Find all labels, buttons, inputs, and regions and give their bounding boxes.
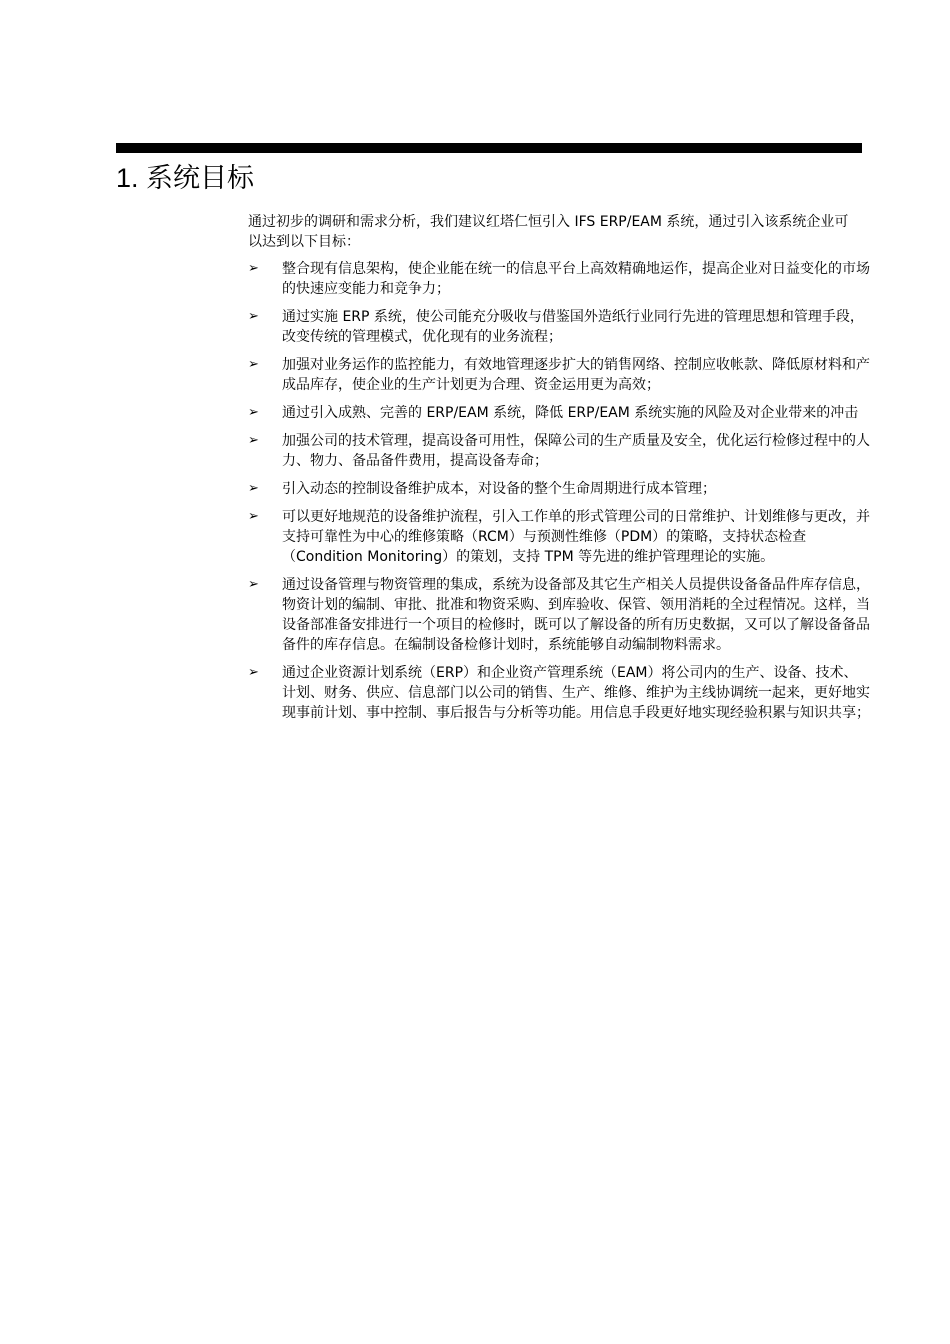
section-number: 1. [116,163,139,193]
goal-text: 可以更好地规范的设备维护流程，引入工作单的形式管理公司的日常维护、计划维修与更改，并支持可靠性为中心的维修策略（RCM）与预测性维修（PDM）的策略，支持状态检查（Condition Monitoring）的策划，支持 TPM 等先进的维护管理理论的实施。 [282,509,870,565]
goal-text: 通过设备管理与物资管理的集成，系统为设备部及其它生产相关人员提供设备备品件库存信息，物资计划的编制、审批、批准和物资采购、到库验收、保管、领用消耗的全过程情况。这样，当设备部准备安排进行一个项目的检修时，既可以了解设备的所有历史数据，又可以了解设备备品备件的库存信息。在编制设备检修计划时，系统能够自动编制物料需求。 [282,577,870,653]
goal-text: 通过实施 ERP 系统，使公司能充分吸收与借鉴国外造纸行业同行先进的管理思想和管理手段，改变传统的管理模式，优化现有的业务流程； [282,309,864,345]
list-item [248,507,870,567]
section-title: 系统目标 [146,163,255,193]
list-item [248,403,870,423]
goal-text: 加强公司的技术管理，提高设备可用性，保障公司的生产质量及安全，优化运行检修过程中的人力、物力、备品备件费用，提高设备寿命； [282,433,870,469]
goal-text: 整合现有信息架构，使企业能在统一的信息平台上高效精确地运作，提高企业对日益变化的市场的快速应变能力和竞争力； [282,261,870,297]
list-item [248,259,870,299]
arrow-bullet-icon: ➢ [248,433,259,448]
list-item [248,575,870,655]
goal-text: 通过企业资源计划系统（ERP）和企业资产管理系统（EAM）将公司内的生产、设备、技术、计划、财务、供应、信息部门以公司的销售、生产、维修、维护为主线协调统一起来，更好地实现事前计划、事中控制、事后报告与分析等功能。用信息手段更好地实现经验积累与知识共享； [282,665,870,721]
list-item [248,307,870,347]
goal-text: 通过引入成熟、完善的 ERP/EAM 系统，降低 ERP/EAM 系统实施的风险及对企业带来的冲击 [282,405,859,421]
arrow-bullet-icon: ➢ [248,577,259,592]
arrow-bullet-icon: ➢ [248,309,259,324]
goals-list [248,259,870,723]
goal-text: 引入动态的控制设备维护成本，对设备的整个生命周期进行成本管理； [282,481,716,497]
arrow-bullet-icon: ➢ [248,665,259,680]
section-body [248,212,870,731]
intro-paragraph: 通过初步的调研和需求分析，我们建议红塔仁恒引入 IFS ERP/EAM 系统，通过引入该系统企业可以达到以下目标： [248,214,849,250]
arrow-bullet-icon: ➢ [248,405,259,420]
arrow-bullet-icon: ➢ [248,261,259,276]
arrow-bullet-icon: ➢ [248,481,259,496]
list-item [248,355,870,395]
list-item [248,431,870,471]
list-item [248,663,870,723]
heading-rule [116,143,862,153]
goal-text: 加强对业务运作的监控能力，有效地管理逐步扩大的销售网络、控制应收帐款、降低原材料和产成品库存，使企业的生产计划更为合理、资金运用更为高效； [282,357,870,393]
section-heading [116,160,254,196]
arrow-bullet-icon: ➢ [248,357,259,372]
arrow-bullet-icon: ➢ [248,509,259,524]
list-item [248,479,870,499]
